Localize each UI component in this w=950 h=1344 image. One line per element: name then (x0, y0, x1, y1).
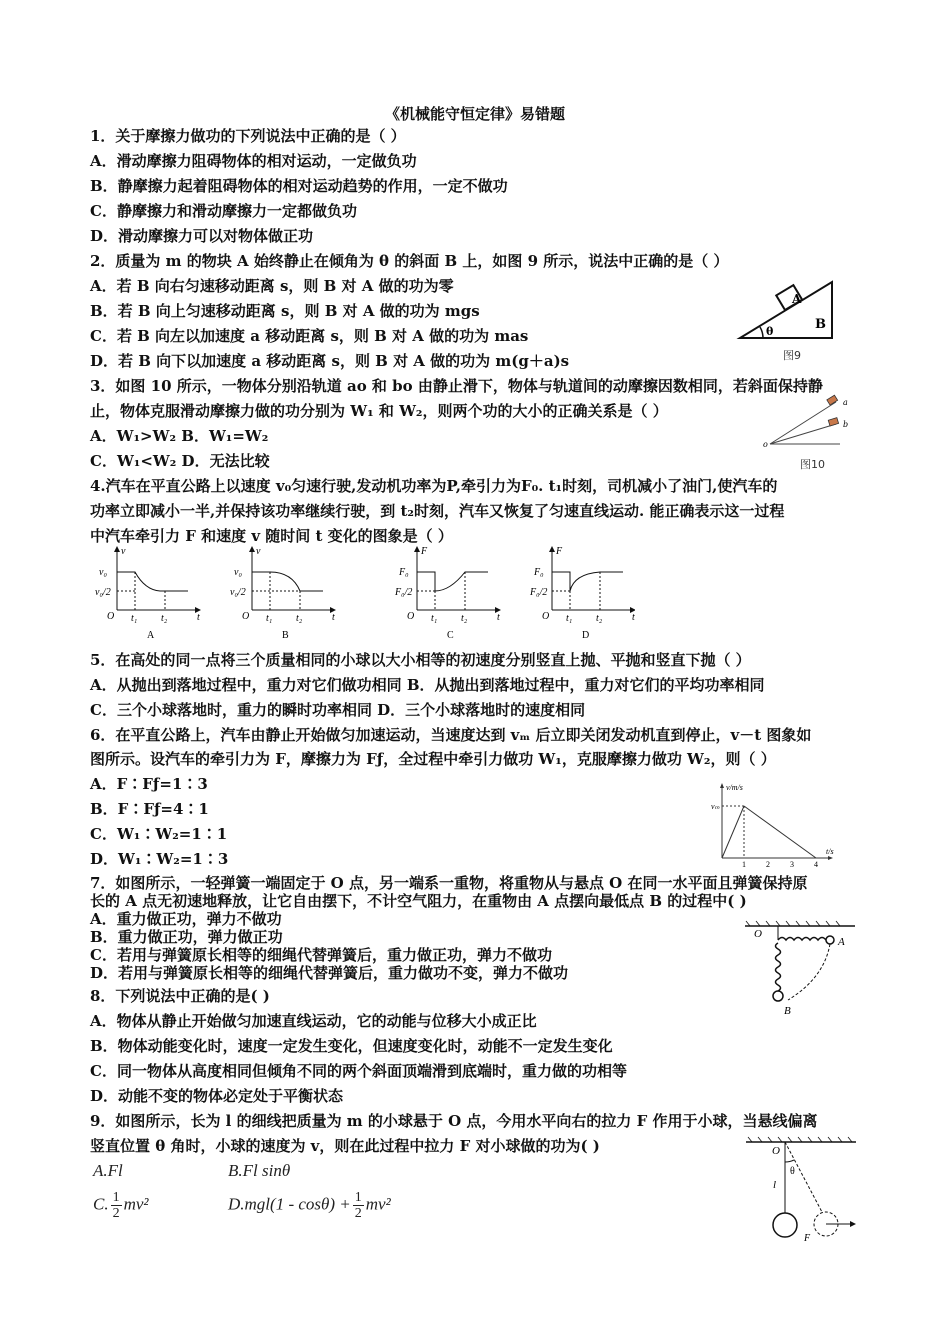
graph-d-top: F₀ (534, 567, 544, 578)
q9-label-l: l (773, 1179, 777, 1191)
question-9-option-c (93, 1190, 149, 1221)
fig10-label-o: o (763, 440, 768, 449)
graph-c-t: t (497, 612, 500, 623)
question-9-option-d (228, 1190, 391, 1221)
question-5: 5．在高处的同一点将三个质量相同的小球以大小相等的初速度分别竖直上抛、平抛和竖直下抛（ ） (90, 651, 751, 669)
graph-b-half: v₀/2 (230, 587, 246, 598)
page-title: 《机械能守恒定律》易错题 (384, 105, 565, 123)
question-8-option-d: D．动能不变的物体必定处于平衡状态 (90, 1087, 344, 1105)
question-6-vt-graph (710, 782, 840, 868)
fig9-angle: θ (766, 325, 774, 338)
q9d-denominator: 2 (354, 1206, 362, 1221)
question-6-option-c: C．W₁∶W₂=1∶1 (90, 825, 228, 843)
graph-b-top: v₀ (234, 567, 242, 578)
question-4-line-3: 中汽车牵引力 F 和速度 v 随时间 t 变化的图象是（ ） (90, 527, 453, 545)
fig9-label-a: A (792, 292, 802, 306)
question-1-option-c: C．静摩擦力和滑动摩擦力一定都做负功 (90, 202, 357, 220)
q9d-prefix: D.mgl(1 - cosθ) + (228, 1194, 351, 1214)
fig10-label-b: b (843, 420, 849, 429)
fig10-label-a: a (843, 398, 848, 407)
graph-a-half: v₀/2 (95, 587, 111, 598)
question-1-option-b: B．静摩擦力起着阻碍物体的相对运动趋势的作用，一定不做功 (90, 177, 508, 195)
graph-c-t1: t₁ (431, 613, 438, 624)
q9c-denominator: 2 (112, 1206, 120, 1221)
q9c-fraction (111, 1190, 122, 1221)
question-6-option-d: D．W₁∶W₂=1∶3 (90, 850, 229, 868)
q6-tick-1: 1 (742, 860, 746, 868)
graph-d-t: t (632, 612, 635, 623)
graph-a-t2: t₂ (161, 613, 168, 624)
graph-b-t2: t₂ (296, 613, 303, 624)
question-8-option-b: B．物体动能变化时，速度一定发生变化，但速度变化时，动能不一定发生变化 (90, 1037, 613, 1055)
question-7-option-a: A．重力做正功，弹力不做功 (90, 910, 282, 928)
question-7-option-c: C．若用与弹簧原长相等的细绳代替弹簧后，重力做正功，弹力不做功 (90, 946, 552, 964)
graph-d-t1: t₁ (566, 613, 573, 624)
graph-d-origin: O (542, 611, 550, 622)
graph-a-origin: O (107, 611, 115, 622)
question-6-option-b: B．F∶Fƒ=4∶1 (90, 800, 209, 818)
question-7-option-b: B．重力做正功，弹力做正功 (90, 928, 283, 946)
graph-c-axis: F (421, 546, 428, 557)
q9d-suffix: mv² (365, 1194, 391, 1214)
question-3-options-ab: A．W₁>W₂ B．W₁=W₂ (90, 427, 269, 445)
question-9-option-b: B.Fl sinθ (228, 1161, 291, 1180)
fig10-caption: 图10 (800, 458, 825, 471)
question-1-option-d: D．滑动摩擦力可以对物体做正功 (90, 227, 314, 245)
question-6-option-a: A．F∶Fƒ=1∶3 (90, 775, 208, 793)
fig9-label-b: B (815, 317, 826, 332)
question-2-option-c: C．若 B 向左以加速度 a 移动距离 s，则 B 对 A 做的功为 mas (90, 327, 529, 345)
q9d-fraction (353, 1190, 364, 1221)
question-4-line-2: 功率立即减小一半,并保持该功率继续行驶，到 t₂时刻，汽车又恢复了匀速直线运动. 能正确表示这一过程 (90, 502, 785, 520)
graph-a-t1: t₁ (131, 613, 138, 624)
question-2: 2．质量为 m 的物块 A 始终静止在倾角为 θ 的斜面 B 上，如图 9 所示，说法中正确的是（ ） (90, 252, 729, 270)
graph-a (95, 546, 201, 641)
question-3-line-2: 止，物体克服滑动摩擦力做的功分别为 W₁ 和 W₂，则两个功的大小的正确关系是（ ） (90, 402, 668, 420)
graph-c-top: F₀ (399, 567, 409, 578)
graph-d-label: D (582, 630, 590, 641)
graph-c (394, 546, 501, 641)
graph-a-t: t (197, 612, 200, 623)
graph-b-label: B (282, 630, 289, 641)
question-5-options-ab: A．从抛出到落地过程中，重力对它们做功相同 B．从抛出到落地过程中，重力对它们的平均功率相同 (90, 676, 765, 694)
q7-label-a: A (838, 936, 845, 948)
graph-b-t1: t₁ (266, 613, 273, 624)
q9d-numerator: 1 (354, 1190, 362, 1205)
graph-d-axis: F (556, 546, 563, 557)
q9c-suffix: mv² (123, 1194, 149, 1214)
q6-x-label: t/s (826, 847, 834, 856)
question-7-spring-figure (740, 918, 860, 1022)
graph-b-origin: O (242, 611, 250, 622)
graph-c-origin: O (407, 611, 415, 622)
graph-a-label: A (147, 630, 155, 641)
q6-tick-3: 3 (790, 860, 794, 868)
graph-d (529, 546, 635, 641)
question-1: 1．关于摩擦力做功的下列说法中正确的是（ ） (90, 127, 406, 145)
graph-b-t: t (332, 612, 335, 623)
graph-c-half: F₀/2 (395, 587, 413, 598)
question-6-line-2: 图所示。设汽车的牵引力为 F，摩擦力为 Fƒ，全过程中牵引力做功 W₁，克服摩擦力做功 W₂，则（ ） (90, 750, 776, 768)
graph-c-label: C (447, 630, 454, 641)
graph-c-t2: t₂ (461, 613, 468, 624)
q9c-numerator: 1 (112, 1190, 120, 1205)
q7-label-o: O (754, 928, 762, 940)
question-6-line-1: 6．在平直公路上，汽车由静止开始做匀加速运动，当速度达到 vₘ 后立即关闭发动机直到停止，v－t 图象如 (90, 726, 812, 744)
graph-a-axis: v (121, 546, 126, 557)
graph-b (230, 546, 336, 641)
question-2-option-d: D．若 B 向下以加速度 a 移动距离 s，则 B 对 A 做的功为 m(g＋a)s (90, 352, 570, 370)
q9c-prefix: C. (93, 1194, 109, 1214)
question-2-option-a: A．若 B 向右匀速移动距离 s，则 B 对 A 做的功为零 (90, 277, 454, 295)
question-7-line-1: 7．如图所示，一轻弹簧一端固定于 O 点，另一端系一重物，将重物从与悬点 O 在同一水平面且弹簧保持原 (90, 874, 808, 892)
q6-y-label: v/m/s (726, 783, 743, 792)
q6-vm-label: vₘ (711, 802, 720, 811)
q6-tick-2: 2 (766, 860, 770, 868)
question-9-line-2: 竖直位置 θ 角时，小球的速度为 v，则在此过程中拉力 F 对小球做的功为( ) (90, 1137, 600, 1155)
question-5-options-cd: C．三个小球落地时，重力的瞬时功率相同 D．三个小球落地时的速度相同 (90, 701, 586, 719)
figure-9-incline (735, 276, 865, 366)
question-3-options-cd: C．W₁<W₂ D．无法比较 (90, 452, 270, 470)
q9-label-theta: θ (790, 1166, 795, 1177)
question-8: 8．下列说法中正确的是( ) (90, 987, 270, 1005)
q9-label-f: F (804, 1233, 811, 1244)
figure-10-tracks (760, 394, 860, 474)
question-8-option-c: C．同一物体从高度相同但倾角不同的两个斜面顶端滑到底端时，重力做的功相等 (90, 1062, 627, 1080)
question-7-line-2: 长的 A 点无初速地释放，让它自由摆下，不计空气阻力，在重物由 A 点摆向最低点 B 的过程中( ) (90, 892, 747, 910)
fig9-caption: 图9 (783, 349, 801, 362)
question-1-option-a: A．滑动摩擦力阻碍物体的相对运动，一定做负功 (90, 152, 417, 170)
question-4-graphs (95, 544, 635, 644)
question-3-line-1: 3．如图 10 所示，一物体分别沿轨道 ao 和 bo 由静止滑下，物体与轨道间的动摩擦因数相同，若斜面保持静 (90, 377, 823, 395)
q6-tick-4: 4 (814, 860, 818, 868)
graph-d-t2: t₂ (596, 613, 603, 624)
question-9-pendulum-figure (738, 1136, 868, 1246)
question-2-option-b: B．若 B 向上匀速移动距离 s，则 B 对 A 做的功为 mgs (90, 302, 480, 320)
question-8-option-a: A．物体从静止开始做匀加速直线运动，它的动能与位移大小成正比 (90, 1012, 537, 1030)
graph-b-axis: v (256, 546, 261, 557)
question-4-line-1: 4.汽车在平直公路上以速度 v₀匀速行驶,发动机功率为P,牵引力为F₀. t₁时刻，司机减小了油门,使汽车的 (90, 477, 778, 495)
graph-d-half: F₀/2 (530, 587, 548, 598)
q9-label-o: O (772, 1145, 780, 1157)
question-9-option-a: A.Fl (93, 1161, 123, 1180)
q7-label-b: B (784, 1005, 791, 1017)
graph-a-top: v₀ (99, 567, 107, 578)
question-7-option-d: D．若用与弹簧原长相等的细绳代替弹簧后，重力做功不变，弹力不做功 (90, 964, 569, 982)
question-9-line-1: 9．如图所示，长为 l 的细线把质量为 m 的小球悬于 O 点，今用水平向右的拉力 F 作用于小球，当悬线偏离 (90, 1112, 818, 1130)
